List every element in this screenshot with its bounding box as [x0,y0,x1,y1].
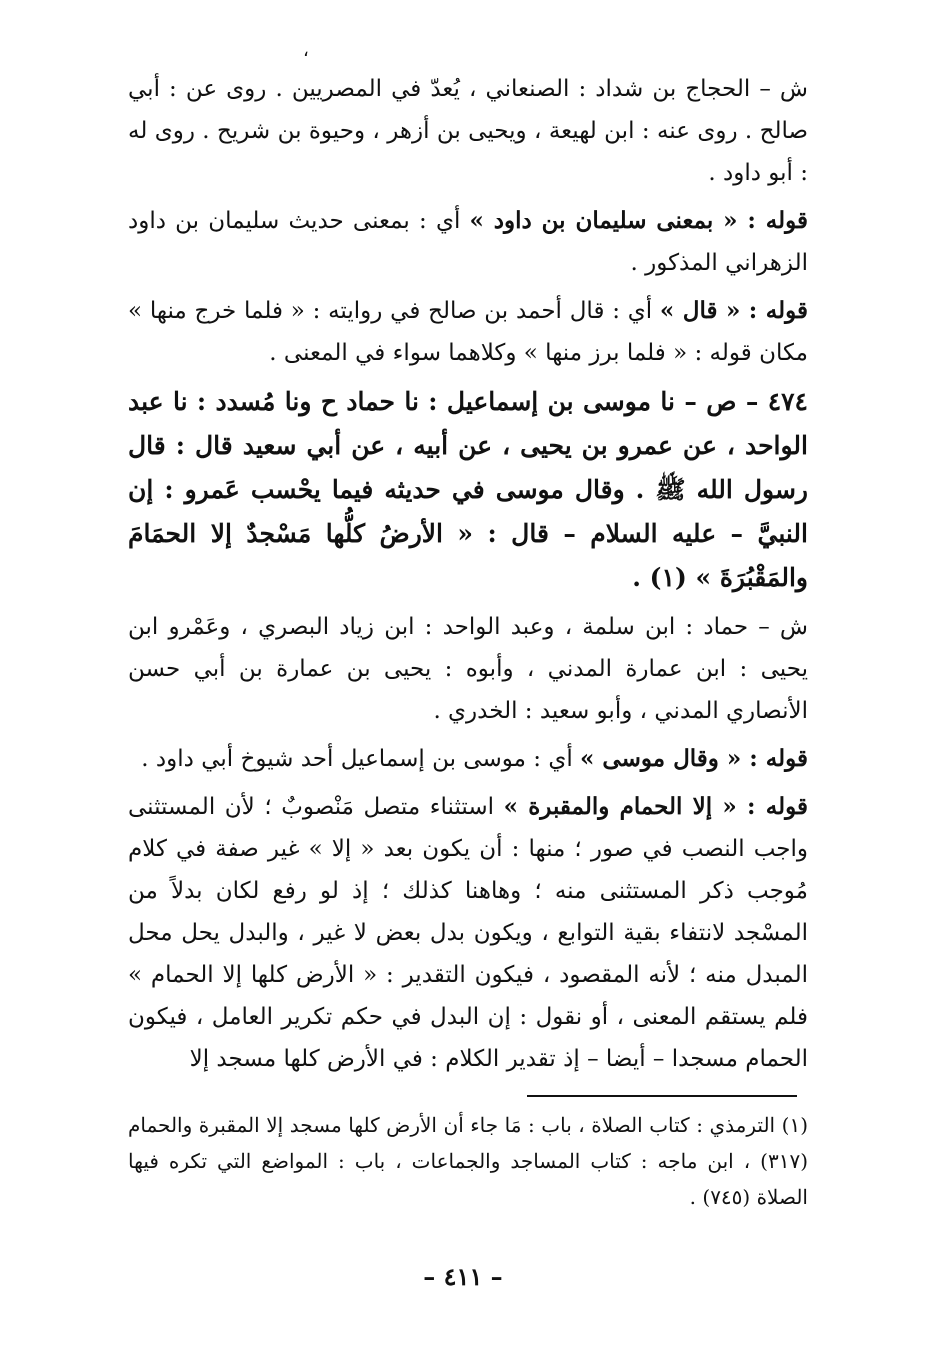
narrator-note-paragraph [128,68,808,194]
hadith-paragraph [128,380,808,600]
quoted-phrase: قوله : « بمعنى سليمان بن داود » [469,207,808,234]
paragraph-text: ش – الحجاج بن شداد : الصنعاني ، يُعدّ في المصريين . روى عن : أبي صالح . روى عنه : ابن لهيعة ، ويحيى بن أزهر ، وحيوة بن شريح . روى له : أبو داود . [128,76,808,186]
narrator-note-paragraph [128,606,808,732]
footnote-divider [527,1095,797,1097]
quoted-phrase: قوله : « وقال موسى » [580,745,808,772]
commentary-paragraph [128,200,808,284]
paragraph-text: أي : قال أحمد بن صالح في روايته : « فلما خرج منها » مكان قوله : « فلما برز منها » وكلاهما سواء في المعنى . [128,298,808,366]
top-mark: ، [303,40,309,61]
paragraph-text: استثناء متصل مَنْصوبٌ ؛ لأن المستثنى واجب النصب في صور ؛ منها : أن يكون بعد « إلا » غير صفة في كلام مُوجب ذكر المستثنى منه ؛ وهاهنا كذلك ؛ إذ لو رفع لكان بدلاً من المسْجد لانتفاء بقية التوابع ، ويكون بدل بعض لا غير ، والبدل يحل محل المبدل منه ؛ لأنه المقصود ، فيكون التقدير : « الأرض كلها إلا الحمام » فلم يستقم المعنى ، أو نقول : إن البدل في حكم تكرير العامل ، فيكون الحمام مسجدا – أيضا – إذ تقدير الكلام : في الأرض كلها مسجد إلا [128,794,808,1072]
paragraph-text: أي : موسى بن إسماعيل أحد شيوخ أبي داود . [141,746,581,772]
quoted-phrase: قوله : « قال » [659,297,808,324]
hadith-text: ٤٧٤ – ص – نا موسى بن إسماعيل : نا حماد ح ونا مُسدد : نا عبد الواحد ، عن عمرو بن يحيى ، عن أبيه ، عن أبي سعيد قال : قال رسول الله ﷺ . وقال موسى في حديثه فيما يحْسب عَمرو : إن النبيَّ – عليه السلام – قال : « الأرضُ كلُّها مَسْجدٌ إلا الحمَامَ والمَقْبُرَةَ » (١) . [128,387,808,592]
paragraph-text: ش – حماد : ابن سلمة ، وعبد الواحد : ابن زياد البصري ، وعَمْرو ابن يحيى : ابن عمارة المدني ، وأبوه : يحيى بن عمارة بن أبي حسن الأنصاري المدني ، وأبو سعيد : الخدري . [128,614,808,724]
footnote: (١) الترمذي : كتاب الصلاة ، باب : مَا جاء أن الأرض كلها مسجد إلا المقبرة والحمام (٣١٧) ، ابن ماجه : كتاب المساجد والجماعات ، باب : المواضع التي تكره فيها الصلاة (٧٤٥) . [128,1113,808,1209]
paragraph-text: أي : بمعنى حديث سليمان بن داود الزهراني المذكور . [128,208,808,276]
commentary-paragraph [128,786,808,1080]
main-text [128,68,808,1086]
quoted-phrase: قوله : « إلا الحمام والمقبرة » [503,793,808,820]
commentary-paragraph [128,738,808,780]
commentary-paragraph [128,290,808,374]
page-number: – ٤١١ – [423,1262,503,1291]
